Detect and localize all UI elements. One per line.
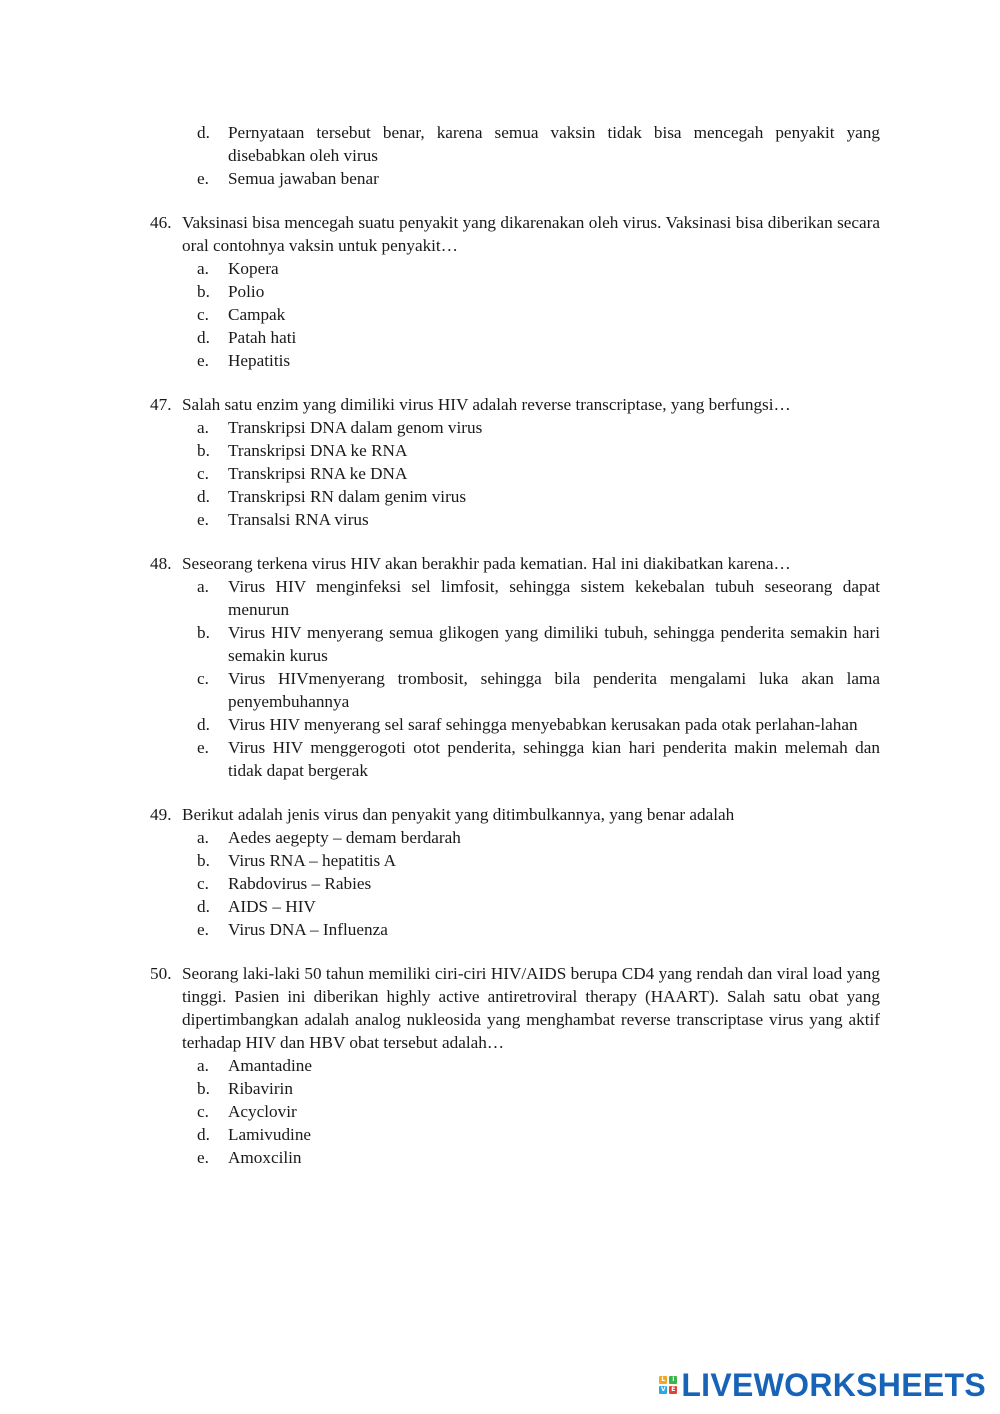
option-text: Pernyataan tersebut benar, karena semua vaksin tidak bisa mencegah penyakit yang disebabkan oleh virus	[228, 123, 880, 165]
option-letter: d.	[197, 715, 210, 734]
option-c[interactable]	[150, 667, 880, 713]
option-a[interactable]	[150, 416, 880, 439]
liveworksheets-logo-icon	[659, 1376, 677, 1394]
option-text: Transkripsi DNA dalam genom virus	[228, 418, 483, 437]
option-text: Amoxcilin	[228, 1148, 302, 1167]
option-letter: d.	[197, 1125, 210, 1144]
question-text: Seorang laki-laki 50 tahun memiliki ciri-ciri HIV/AIDS berupa CD4 yang rendah dan viral load yang tinggi. Pasien ini diberikan highly active antiretroviral therapy (HAART). Salah satu obat yang dipertimbangkan adalah analog nukleosida yang menghambat reverse transcriptase virus yang aktif terhadap HIV dan HBV obat tersebut adalah…	[182, 964, 880, 1052]
option-text: Polio	[228, 282, 265, 301]
option-letter: b.	[197, 1079, 210, 1098]
question-stem	[150, 393, 880, 416]
option-text: Campak	[228, 305, 286, 324]
option-text: Amantadine	[228, 1056, 312, 1075]
option-letter: d.	[197, 487, 210, 506]
option-text: Virus HIVmenyerang trombosit, sehingga bila penderita mengalami luka akan lama penyembuhannya	[228, 669, 880, 711]
question-number: 50.	[150, 964, 172, 983]
option-text: Virus RNA – hepatitis A	[228, 851, 396, 870]
option-letter: a.	[197, 1056, 209, 1075]
option-e[interactable]	[150, 167, 880, 190]
option-d[interactable]	[150, 326, 880, 349]
option-text: Ribavirin	[228, 1079, 293, 1098]
question-list	[150, 121, 880, 1190]
option-c[interactable]	[150, 872, 880, 895]
option-letter: c.	[197, 305, 209, 324]
option-b[interactable]	[150, 621, 880, 667]
option-text: Virus HIV menginfeksi sel limfosit, sehingga sistem kekebalan tubuh seseorang dapat menurun	[228, 577, 880, 619]
option-letter: e.	[197, 169, 209, 188]
option-text: Lamivudine	[228, 1125, 312, 1144]
option-text: AIDS – HIV	[228, 897, 316, 916]
option-letter: c.	[197, 874, 209, 893]
question-text: Seseorang terkena virus HIV akan berakhir pada kematian. Hal ini diakibatkan karena…	[182, 554, 791, 573]
question-number: 49.	[150, 805, 172, 824]
option-text: Kopera	[228, 259, 279, 278]
question-text: Salah satu enzim yang dimiliki virus HIV adalah reverse transcriptase, yang berfungsi…	[182, 395, 791, 414]
option-letter: d.	[197, 897, 210, 916]
brand-name: LIVEWORKSHEETS	[681, 1367, 986, 1403]
option-b[interactable]	[150, 439, 880, 462]
option-letter: a.	[197, 418, 209, 437]
options-list	[150, 416, 880, 531]
option-text: Virus HIV menyerang semua glikogen yang dimiliki tubuh, sehingga penderita semakin hari semakin kurus	[228, 623, 880, 665]
question-45-continuation	[150, 121, 880, 190]
options-list	[150, 826, 880, 941]
options-list	[150, 257, 880, 372]
question-number: 46.	[150, 213, 172, 232]
option-e[interactable]	[150, 349, 880, 372]
option-b[interactable]	[150, 280, 880, 303]
option-text: Transkripsi RN dalam genim virus	[228, 487, 467, 506]
option-c[interactable]	[150, 1100, 880, 1123]
option-letter: e.	[197, 510, 209, 529]
liveworksheets-brand[interactable]	[659, 1368, 986, 1402]
option-text: Acyclovir	[228, 1102, 297, 1121]
option-b[interactable]	[150, 1077, 880, 1100]
option-a[interactable]	[150, 257, 880, 280]
question-text: Vaksinasi bisa mencegah suatu penyakit yang dikarenakan oleh virus. Vaksinasi bisa diberikan secara oral contohnya vaksin untuk penyakit…	[182, 213, 880, 255]
option-letter: e.	[197, 351, 209, 370]
option-text: Rabdovirus – Rabies	[228, 874, 372, 893]
option-text: Patah hati	[228, 328, 297, 347]
option-d[interactable]	[150, 485, 880, 508]
question-stem	[150, 211, 880, 257]
option-e[interactable]	[150, 918, 880, 941]
option-text: Hepatitis	[228, 351, 291, 370]
option-e[interactable]	[150, 508, 880, 531]
option-text: Virus HIV menyerang sel saraf sehingga menyebabkan kerusakan pada otak perlahan-lahan	[228, 715, 858, 734]
option-letter: d.	[197, 123, 210, 142]
option-text: Virus HIV menggerogoti otot penderita, sehingga kian hari penderita makin melemah dan tidak dapat bergerak	[228, 738, 880, 780]
option-letter: a.	[197, 259, 209, 278]
options-list	[150, 1054, 880, 1169]
option-letter: b.	[197, 851, 210, 870]
option-text: Semua jawaban benar	[228, 169, 379, 188]
option-a[interactable]	[150, 826, 880, 849]
option-text: Virus DNA – Influenza	[228, 920, 388, 939]
option-d[interactable]	[150, 121, 880, 167]
option-letter: a.	[197, 828, 209, 847]
question-stem	[150, 552, 880, 575]
option-letter: b.	[197, 441, 210, 460]
option-d[interactable]	[150, 895, 880, 918]
question-48	[150, 552, 880, 782]
option-e[interactable]	[150, 736, 880, 782]
option-letter: e.	[197, 920, 209, 939]
option-d[interactable]	[150, 713, 880, 736]
question-number: 48.	[150, 554, 172, 573]
option-letter: e.	[197, 1148, 209, 1167]
question-text: Berikut adalah jenis virus dan penyakit yang ditimbulkannya, yang benar adalah	[182, 805, 735, 824]
option-letter: c.	[197, 464, 209, 483]
option-text: Transkripsi DNA ke RNA	[228, 441, 408, 460]
option-letter: e.	[197, 738, 209, 757]
logo-square-v: V	[661, 1386, 666, 1393]
option-letter: d.	[197, 328, 210, 347]
option-letter: c.	[197, 1102, 209, 1121]
logo-square-e: E	[671, 1386, 676, 1393]
question-stem	[150, 803, 880, 826]
option-a[interactable]	[150, 1054, 880, 1077]
option-c[interactable]	[150, 462, 880, 485]
option-text: Transalsi RNA virus	[228, 510, 369, 529]
option-e[interactable]	[150, 1146, 880, 1169]
option-letter: c.	[197, 669, 209, 688]
question-46	[150, 211, 880, 372]
option-text: Aedes aegepty – demam berdarah	[228, 828, 461, 847]
question-49	[150, 803, 880, 941]
option-letter: b.	[197, 623, 210, 642]
options-list	[150, 575, 880, 782]
question-stem	[150, 962, 880, 1054]
question-50	[150, 962, 880, 1169]
question-47	[150, 393, 880, 531]
option-letter: b.	[197, 282, 210, 301]
option-letter: a.	[197, 577, 209, 596]
option-d[interactable]	[150, 1123, 880, 1146]
option-a[interactable]	[150, 575, 880, 621]
logo-square-l: L	[659, 1376, 667, 1384]
option-b[interactable]	[150, 849, 880, 872]
option-text: Transkripsi RNA ke DNA	[228, 464, 408, 483]
logo-square-i: I	[669, 1376, 677, 1384]
question-number: 47.	[150, 395, 172, 414]
options-list	[150, 121, 880, 190]
option-c[interactable]	[150, 303, 880, 326]
